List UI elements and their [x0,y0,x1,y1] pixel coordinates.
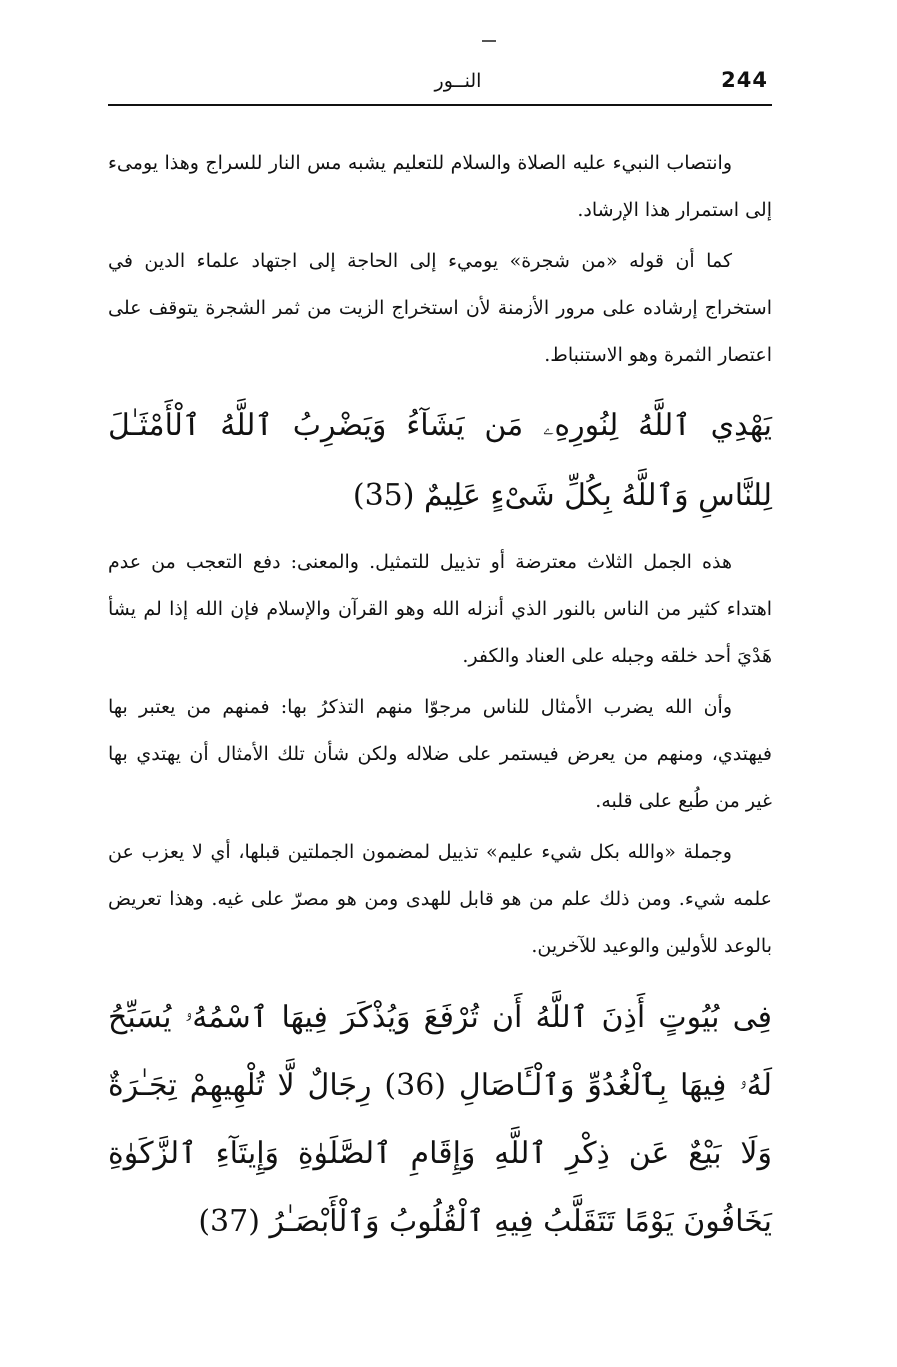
page-number: 244 [721,68,768,92]
page-header [108,68,768,102]
paragraph-3: هذه الجمل الثلاث معترضة أو تذييل للتمثيل. والمعنى: دفع التعجب من عدم اهتداء كثير من الناس بالنور الذي أنزله الله وهو القرآن والإسلام فإن الله إذا لم يشأ هَدْيَ أحد خلقه وجبله على العناد والكفر. [108,551,772,667]
header-rule [108,104,772,106]
quran-verse-36-37: فِى بُيُوتٍ أَذِنَ ٱللَّهُ أَن تُرْفَعَ وَيُذْكَرَ فِيهَا ٱسْمُهُۥ يُسَبِّحُ لَهُۥ فِيهَا بِٱلْغُدُوِّ وَٱلْـَٔاصَالِ (36) رِجَالٌ لَّا تُلْهِيهِمْ تِجَـٰرَةٌ وَلَا بَيْعٌ عَن ذِكْرِ ٱللَّهِ وَإِقَامِ ٱلصَّلَوٰةِ وَإِيتَآءِ ٱلزَّكَوٰةِ يَخَافُونَ يَوْمًا تَتَقَلَّبُ فِيهِ ٱلْقُلُوبُ وَٱلْأَبْصَـٰرُ (37) [108,1000,772,1239]
page-content [108,140,772,1266]
paragraph-1: وانتصاب النبيء عليه الصلاة والسلام للتعليم يشبه مس النار للسراج وهذا يومىء إلى استمرار هذا الإرشاد. [108,152,772,221]
running-title: النــور [434,70,482,92]
top-mark [482,40,496,42]
paragraph-2: كما أن قوله «من شجرة» يوميء إلى الحاجة إلى اجتهاد علماء الدين في استخراج إرشاده على مرور الأزمنة لأن استخراج الزيت من ثمر الشجرة يتوقف على اعتصار الثمرة وهو الاستنباط. [108,250,772,366]
paragraph-5: وجملة «والله بكل شيء عليم» تذييل لمضمون الجملتين قبلها، أي لا يعزب عن علمه شيء. ومن ذلك علم من هو قابل للهدى ومن هو مصرّ على غيه. وهذا تعريض بالوعد للأولين والوعيد للآخرين. [108,841,772,957]
quran-verse-35: يَهْدِي ٱللَّهُ لِنُورِهِۦ مَن يَشَآءُ وَيَضْرِبُ ٱللَّهُ ٱلْأَمْثَـٰلَ لِلنَّاسِ وَٱللَّهُ بِكُلِّ شَىْءٍ عَلِيمٌ (35) [108,408,772,513]
paragraph-4: وأن الله يضرب الأمثال للناس مرجوّا منهم التذكرُ بها: فمنهم من يعتبر بها فيهتدي، ومنهم من يعرض فيستمر على ضلاله ولكن شأن تلك الأمثال أن يهتدي بها غير من طُبع على قلبه. [108,696,772,812]
